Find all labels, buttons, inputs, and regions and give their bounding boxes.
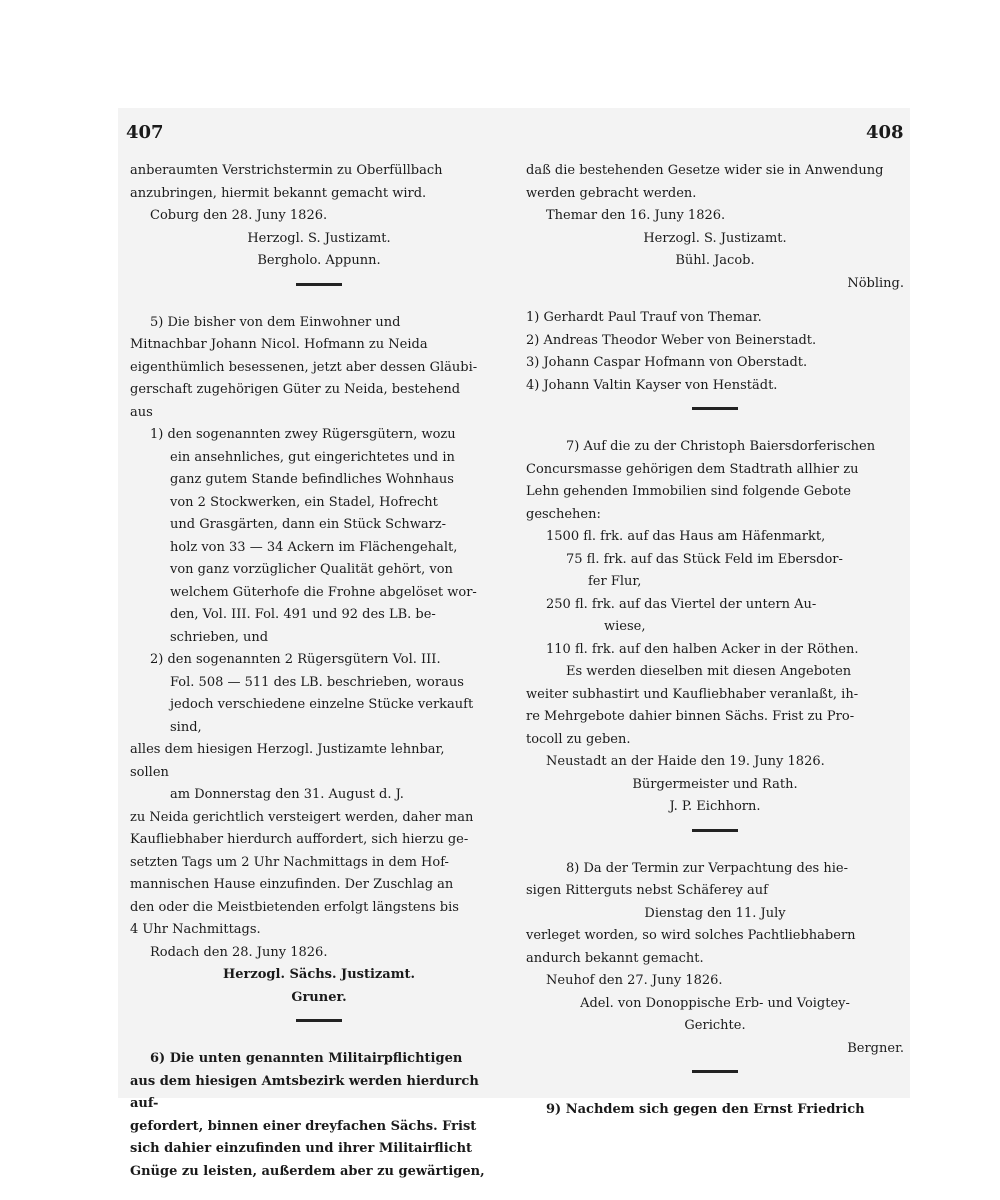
text-line: weiter subhastirt und Kaufliebhaber veranlaßt, ih- xyxy=(526,686,859,702)
signatures: Bühl. Jacob. xyxy=(675,253,755,268)
list-item: 2) Andreas Theodor Weber von Beinerstadt. xyxy=(526,332,817,348)
text-line: zu Neida gerichtlich versteigert werden, daher man xyxy=(130,809,474,825)
text-line: 7) Auf die zu der Christoph Baiersdorferischen xyxy=(566,439,876,454)
text-line: schrieben, und xyxy=(170,629,269,645)
authority: Adel. von Donoppische Erb- und Voigtey- xyxy=(580,995,850,1011)
bid-line: wiese, xyxy=(604,619,646,634)
separator-rule xyxy=(296,1019,342,1022)
bid-line: 110 fl. frk. auf den halben Acker in der Röthen. xyxy=(546,641,859,657)
text-line: sigen Ritterguts nebst Schäferey auf xyxy=(526,883,768,898)
text-line: holz von 33 — 34 Ackern im Flächengehalt, xyxy=(170,539,458,555)
right-column xyxy=(526,160,904,1122)
separator-rule xyxy=(296,283,342,286)
bid-line: 1500 fl. frk. auf das Haus am Häfenmarkt, xyxy=(546,529,826,544)
text-line: sich dahier einzufinden und ihrer Militairflicht xyxy=(130,1141,473,1156)
bid-line: fer Flur, xyxy=(588,574,642,589)
text-line: von ganz vorzüglicher Qualität gehört, von xyxy=(170,562,453,577)
text-line: Concursmasse gehörigen dem Stadtrath allhier zu xyxy=(526,461,859,477)
text-line: Gnüge zu leisten, außerdem aber zu gewärtigen, xyxy=(130,1163,485,1179)
lease-date: Dienstag den 11. July xyxy=(644,905,786,921)
text-line: verleget worden, so wird solches Pachtliebhabern xyxy=(526,928,856,943)
signatures: Gruner. xyxy=(291,989,347,1005)
place-date: Themar den 16. Juny 1826. xyxy=(546,208,726,223)
left-column xyxy=(130,160,508,1183)
page-number-left: 407 xyxy=(126,122,164,143)
text-line: andurch bekannt gemacht. xyxy=(526,950,704,966)
text-line: anberaumten Verstrichstermin zu Oberfüllbach xyxy=(130,163,443,178)
text-line: gerschaft zugehörigen Güter zu Neida, bestehend xyxy=(130,382,461,397)
text-line: daß die bestehenden Gesetze wider sie in Anwendung xyxy=(526,163,884,178)
list-item: 4) Johann Valtin Kayser von Henstädt. xyxy=(526,377,778,393)
text-line: 5) Die bisher von dem Einwohner und xyxy=(150,314,401,330)
text-line: 4 Uhr Nachmittags. xyxy=(130,922,261,937)
text-line: ein ansehnliches, gut eingerichtetes und in xyxy=(170,449,455,465)
text-line: eigenthümlich besessenen, jetzt aber dessen Gläubi- xyxy=(130,359,478,375)
text-line: und Grasgärten, dann ein Stück Schwarz- xyxy=(170,517,447,532)
text-line: Kaufliebhaber hierdurch auffordert, sich hierzu ge- xyxy=(130,832,469,847)
list-item: 1) Gerhardt Paul Trauf von Themar. xyxy=(526,310,762,325)
text-line: aus xyxy=(130,404,153,420)
place-date: Neustadt an der Haide den 19. Juny 1826. xyxy=(546,754,825,769)
authority: Herzogl. Sächs. Justizamt. xyxy=(222,967,416,982)
text-line: den, Vol. III. Fol. 491 und 92 des LB. be- xyxy=(170,607,436,622)
text-line: 6) Die unten genannten Militairpflichtigen xyxy=(150,1051,463,1066)
text-line: den oder die Meistbietenden erfolgt längstens bis xyxy=(130,899,459,915)
text-line: jedoch verschiedene einzelne Stücke verkauft xyxy=(170,697,474,712)
text-line: re Mehrgebote dahier binnen Sächs. Frist zu Pro- xyxy=(526,709,855,724)
text-line: 2) den sogenannten 2 Rügersgütern Vol. III. xyxy=(150,652,441,667)
text-line: mannischen Hause einzufinden. Der Zuschlag an xyxy=(130,877,454,892)
authority: Gerichte. xyxy=(684,1018,746,1033)
authority: Herzogl. S. Justizamt. xyxy=(247,230,391,246)
separator-rule xyxy=(692,829,738,832)
signatures: J. P. Eichhorn. xyxy=(669,799,761,814)
text-line: Fol. 508 — 511 des LB. beschrieben, woraus xyxy=(170,674,464,690)
bid-line: 250 fl. frk. auf das Viertel der untern Au- xyxy=(546,596,817,612)
text-line: 9) Nachdem sich gegen den Ernst Friedrich xyxy=(546,1102,865,1117)
text-line: setzten Tags um 2 Uhr Nachmittags in dem Hof- xyxy=(130,854,449,870)
signatures: Nöbling. xyxy=(847,275,904,291)
bid-line: 75 fl. frk. auf das Stück Feld im Ebersdor- xyxy=(566,551,843,567)
text-line: sind, xyxy=(170,719,202,735)
text-line: Mitnachbar Johann Nicol. Hofmann zu Neida xyxy=(130,337,428,352)
auction-date: am Donnerstag den 31. August d. J. xyxy=(170,787,404,802)
page-number-right: 408 xyxy=(866,122,904,143)
authority: Bürgermeister und Rath. xyxy=(632,776,798,792)
text-line: welchem Güterhofe die Frohne abgelöset wor- xyxy=(170,584,477,600)
text-line: von 2 Stockwerken, ein Stadel, Hofrecht xyxy=(170,494,438,510)
text-line: 8) Da der Termin zur Verpachtung des hie- xyxy=(566,860,848,876)
place-date: Neuhof den 27. Juny 1826. xyxy=(546,973,723,988)
text-line: geschehen: xyxy=(526,506,601,522)
list-item: 3) Johann Caspar Hofmann von Oberstadt. xyxy=(526,355,808,370)
text-line: alles dem hiesigen Herzogl. Justizamte lehnbar, xyxy=(130,742,445,757)
separator-rule xyxy=(692,1070,738,1073)
place-date: Coburg den 28. Juny 1826. xyxy=(150,208,328,223)
separator-rule xyxy=(692,407,738,410)
text-line: aus dem hiesigen Amtsbezirk werden hierdurch auf- xyxy=(130,1073,479,1111)
text-line: Es werden dieselben mit diesen Angeboten xyxy=(566,664,852,679)
text-line: werden gebracht werden. xyxy=(526,185,697,201)
text-line: tocoll zu geben. xyxy=(526,731,631,747)
signatures: Bergholo. Appunn. xyxy=(257,253,381,268)
text-line: ganz gutem Stande befindliches Wohnhaus xyxy=(170,472,454,487)
text-line: gefordert, binnen einer dreyfachen Sächs. Frist xyxy=(130,1118,477,1134)
signatures: Bergner. xyxy=(847,1040,904,1056)
text-line: Lehn gehenden Immobilien sind folgende Gebote xyxy=(526,484,851,499)
place-date: Rodach den 28. Juny 1826. xyxy=(150,944,328,960)
text-line: 1) den sogenannten zwey Rügersgütern, wozu xyxy=(150,427,456,442)
text-line: sollen xyxy=(130,764,169,780)
authority: Herzogl. S. Justizamt. xyxy=(643,230,787,246)
text-line: anzubringen, hiermit bekannt gemacht wird. xyxy=(130,185,427,201)
